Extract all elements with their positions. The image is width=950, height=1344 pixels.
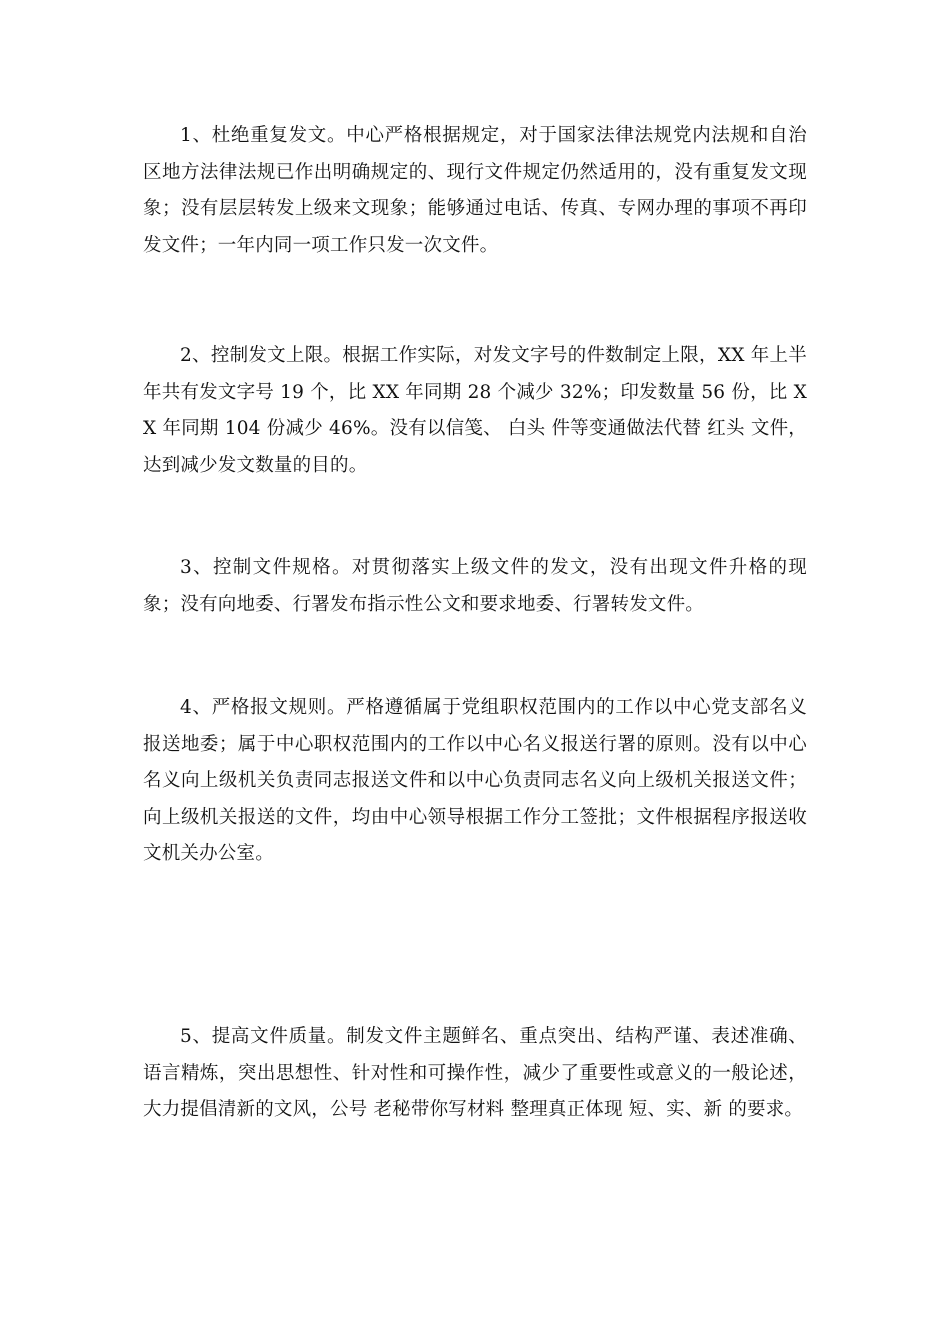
paragraph-5: 5、提高文件质量。制发文件主题鲜名、重点突出、结构严谨、表述准确、语言精炼，突出思想性、针对性和可操作性，减少了重要性或意义的一般论述，大力提倡清新的文风，公号 老秘带你写材料 整理真正体现 短、实、新 的要求。	[143, 1026, 807, 1120]
paragraph-4: 4、严格报文规则。严格遵循属于党组职权范围内的工作以中心党支部名义报送地委；属于中心职权范围内的工作以中心名义报送行署的原则。没有以中心名义向上级机关负责同志报送文件和以中心负责同志名义向上级机关报送文件；向上级机关报送的文件，均由中心领导根据工作分工签批；文件根据程序报送收文机关办公室。	[143, 697, 807, 864]
paragraph-2: 2、控制发文上限。根据工作实际，对发文字号的件数制定上限，XX 年上半年共有发文字号 19 个，比 XX 年同期 28 个减少 32%；印发数量 56 份，比 XX 年同期 104 份减少 46%。没有以信笺、 白头 件等变通做法代替 红头 文件，达到减少发文数量的目的。	[143, 345, 807, 476]
paragraph-1: 1、杜绝重复发文。中心严格根据规定，对于国家法律法规党内法规和自治区地方法律法规已作出明确规定的、现行文件规定仍然适用的，没有重复发文现象；没有层层转发上级来文现象；能够通过电话、传真、专网办理的事项不再印发文件；一年内同一项工作只发一次文件。	[143, 125, 807, 256]
paragraph-3: 3、控制文件规格。对贯彻落实上级文件的发文，没有出现文件升格的现象；没有向地委、行署发布指示性公文和要求地委、行署转发文件。	[143, 557, 807, 615]
